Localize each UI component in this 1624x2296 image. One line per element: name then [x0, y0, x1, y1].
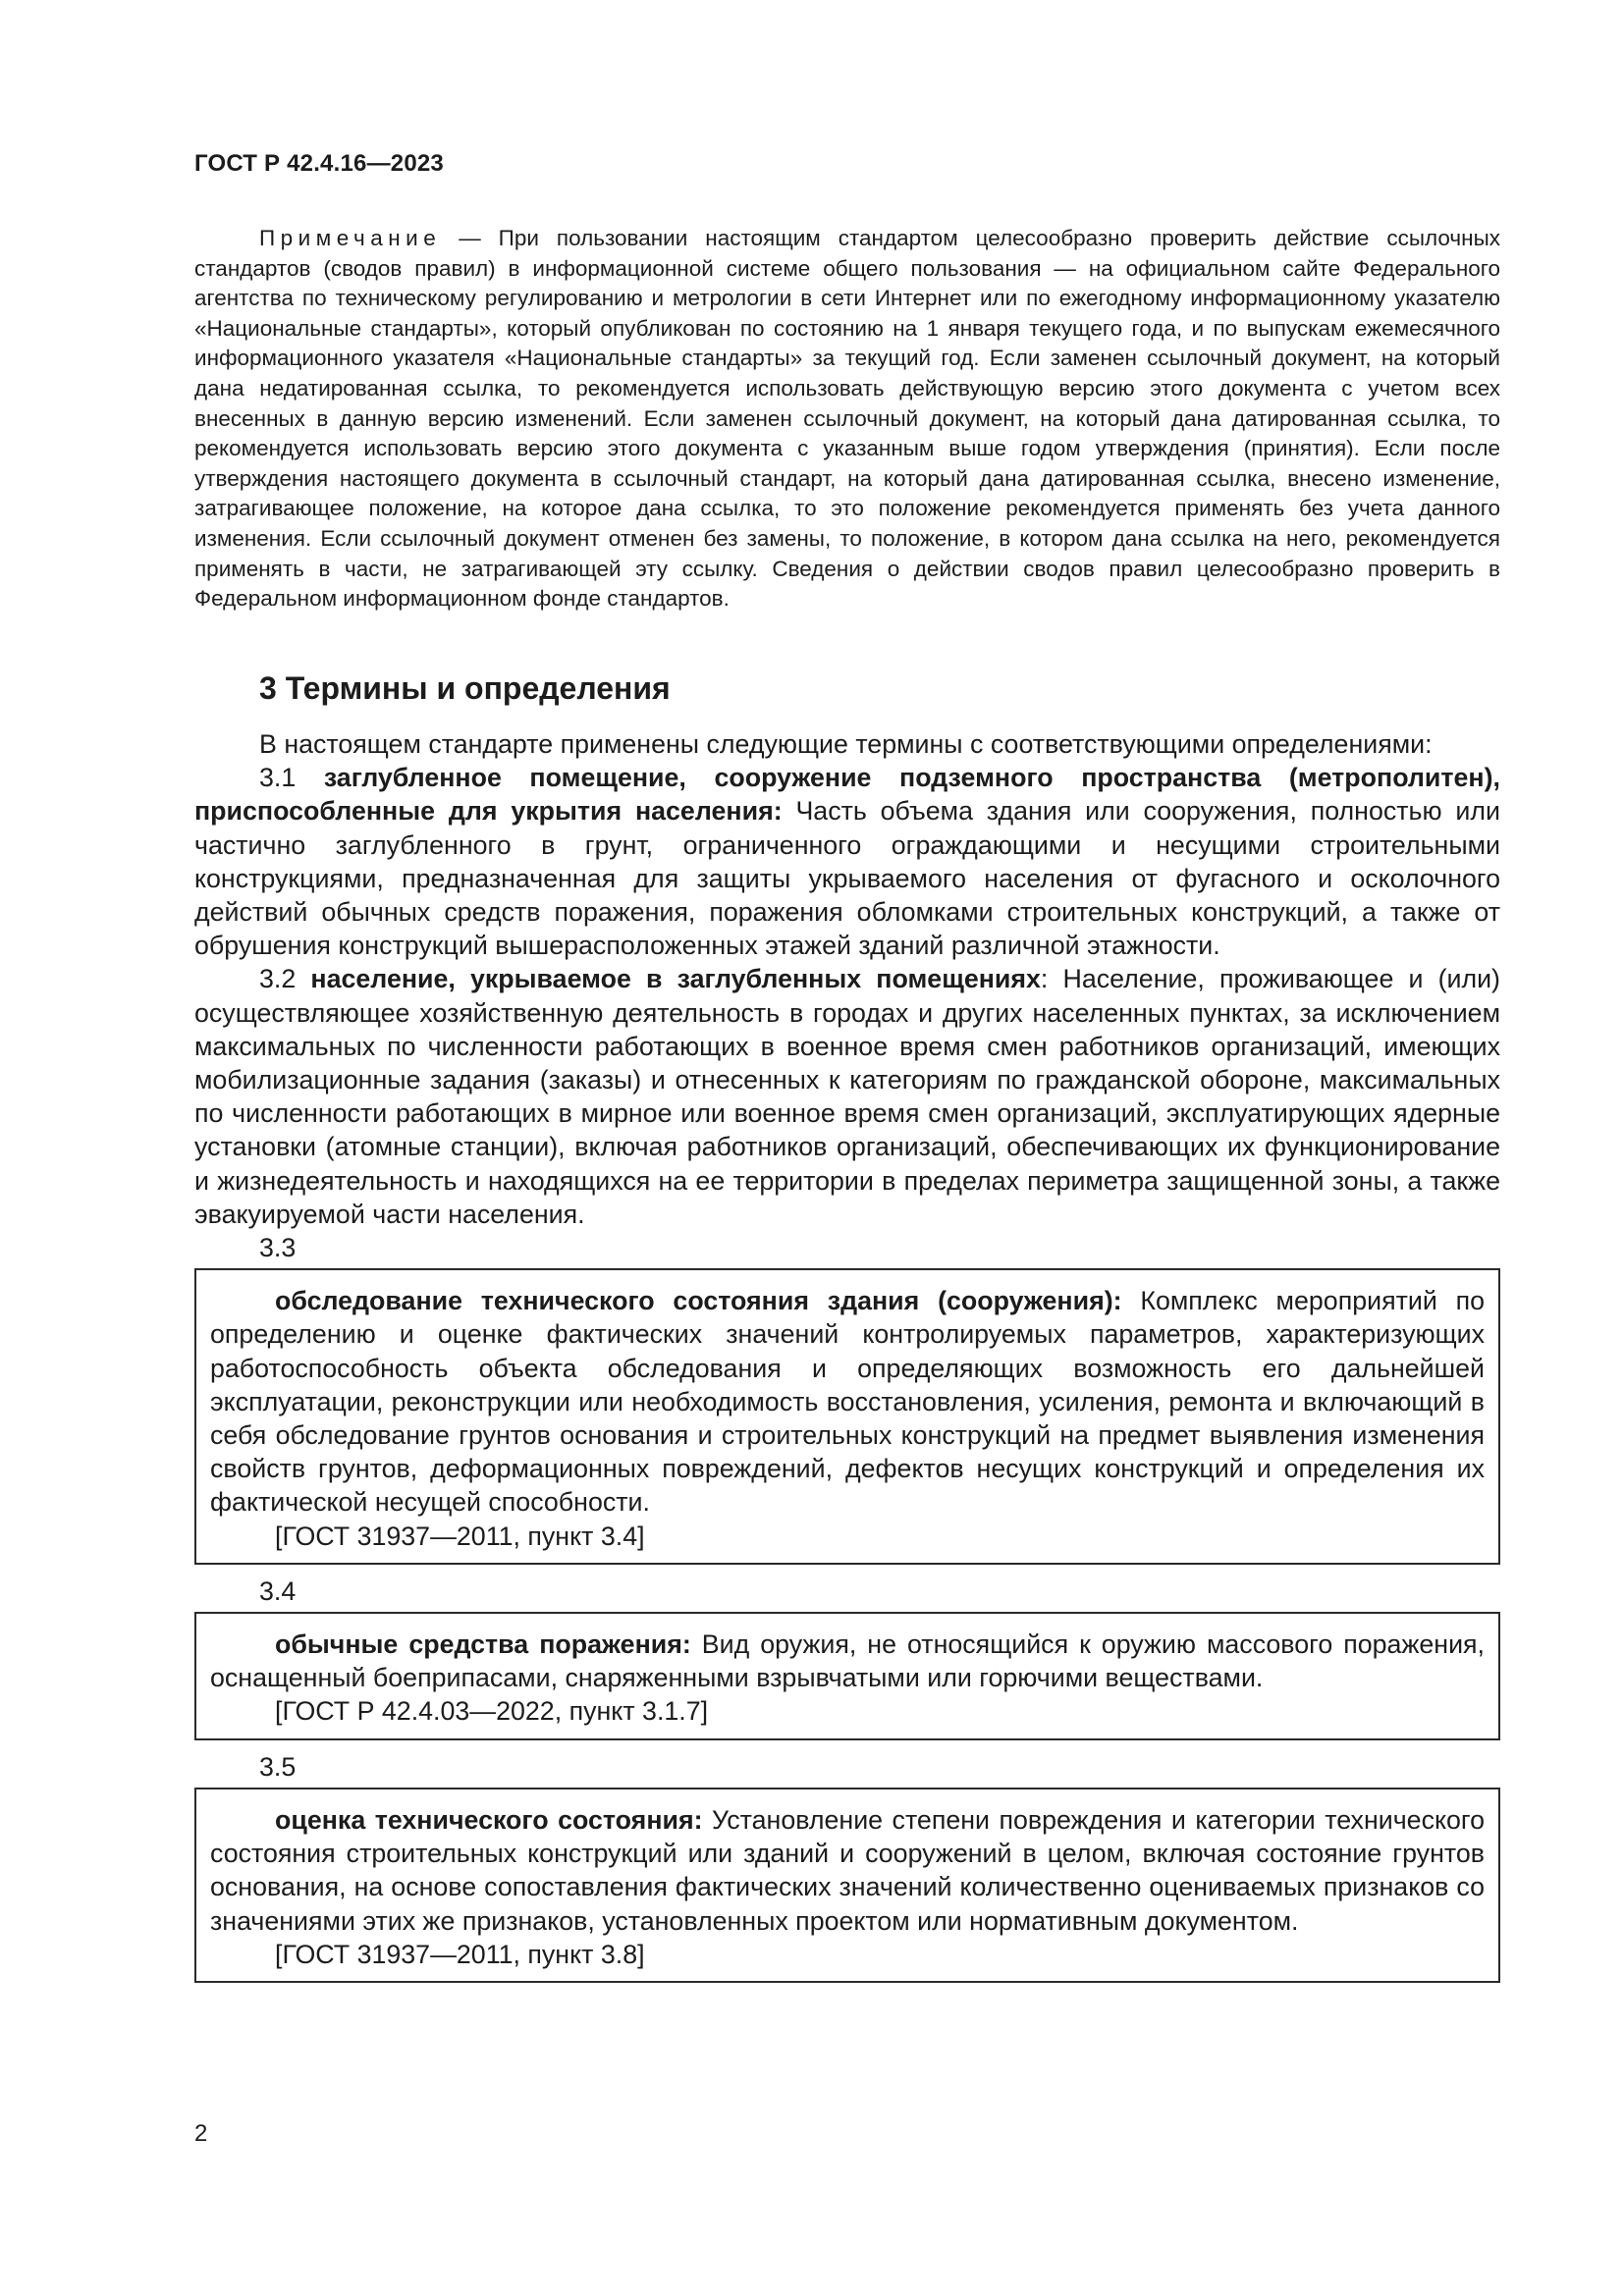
term-number: 3.4	[259, 1575, 297, 1606]
section-heading: 3 Термины и определения	[259, 670, 671, 706]
term-number: 3.2	[259, 964, 311, 994]
term-definition: : Население, проживающее и (или) осуществляющее хозяйственную деятельность в городах и других населенных пунктах, за исключением максимальных по численности работающих в военное время смен работников организаций, имеющих мобилизационные задания (заказы) и отнесенных к категориям по гражданской обороне, максимальных по численности работающих в мирное или военное время смен организаций, эксплуатирующих ядерные установки (атомные станции), включая работников организаций, обеспечивающих их функционирование и жизнедеятельность и находящихся на ее территории в пределах периметра защищенной зоны, а также эвакуируемой части населения.	[194, 964, 1500, 1229]
term-definition: Вид оружия, не относящийся к оружию массового поражения, оснащенный боеприпасами, снаряженными взрывчатыми или горючими веществами.	[210, 1629, 1485, 1693]
note-label: Примечание	[259, 226, 442, 250]
term-box-3-5	[194, 1788, 1500, 1983]
term-3-3	[210, 1284, 1485, 1519]
reference-note	[194, 224, 1500, 614]
term-3-1	[194, 761, 1500, 962]
term-definition: Установление степени повреждения и категории технического состояния строительных конструкций или зданий и сооружений в целом, включая состояние грунтов основания, на основе сопоставления фактических значений количественно оцениваемых признаков со значениями этих же признаков, установленных проектом или нормативным документом.	[210, 1804, 1485, 1936]
note-paragraph	[194, 224, 1500, 614]
term-source: [ГОСТ 31937—2011, пункт 3.4]	[275, 1521, 645, 1551]
term-box-3-3	[194, 1268, 1500, 1565]
term-definition: Часть объема здания или сооружения, полностью или частично заглубленного в грунт, ограниченного ограждающими и несущими строительными конструкциями, предназначенная для защиты укрываемого населения от фугасного и осколочного действий обычных средств поражения, поражения обломками строительных конструкций, а также от обрушения конструкций вышерасположенных этажей зданий различной этажности.	[194, 796, 1500, 961]
term-name: заглубленное помещение, сооружение подземного пространства (метрополитен), приспособленные для укрытия населения:	[194, 763, 1500, 827]
document-id-header: ГОСТ Р 42.4.16—2023	[194, 150, 444, 177]
term-name: обследование технического состояния здания (сооружения):	[275, 1286, 1122, 1316]
term-3-2	[194, 962, 1500, 1231]
term-name: оценка технического состояния:	[275, 1804, 703, 1835]
term-source: [ГОСТ Р 42.4.03—2022, пункт 3.1.7]	[275, 1696, 709, 1727]
term-definition: Комплекс мероприятий по определению и оценке фактических значений контролируемых параметров, характеризующих работоспособность объекта обследования и определяющих возможность его дальнейшей эксплуатации, реконструкции или необходимость восстановления, усиления, ремонта и включающий в себя обследование грунтов основания и строительных конструкций на предмет выявления изменения свойств грунтов, деформационных повреждений, дефектов несущих конструкций и определения их фактической несущей способности.	[210, 1286, 1485, 1518]
term-number: 3.1	[259, 763, 324, 793]
term-3-4	[210, 1628, 1485, 1694]
note-text: — При пользовании настоящим стандартом целесообразно проверить действие ссылочных стандартов (сводов правил) в информационной системе общего пользования — на официальном сайте Федерального агентства по техническому регулированию и метрологии в сети Интернет или по ежегодному информационному указателю «Национальные стандарты», который опубликован по состоянию на 1 января текущего года, и по выпускам ежемесячного информационного указателя «Национальные стандарты» за текущий год. Если заменен ссылочный документ, на который дана недатированная ссылка, то рекомендуется использовать действующую версию этого документа с учетом всех внесенных в данную версию изменений. Если заменен ссылочный документ, на который дана датированная ссылка, то рекомендуется использовать версию этого документа с указанным выше годом утверждения (принятия). Если после утверждения настоящего документа в ссылочный стандарт, на который дана датированная ссылка, внесено изменение, затрагивающее положение, на которое дана ссылка, то это положение рекомендуется применять без учета данного изменения. Если ссылочный документ отменен без замены, то положение, в котором дана ссылка на него, рекомендуется применять в части, не затрагивающей эту ссылку. Сведения о действии сводов правил целесообразно проверить в Федеральном информационном фонде стандартов.	[194, 226, 1500, 612]
term-source: [ГОСТ 31937—2011, пункт 3.8]	[275, 1939, 645, 1969]
section-intro: В настоящем стандарте применены следующие термины с соответствующими определениями:	[259, 729, 1433, 759]
term-number: 3.5	[259, 1751, 297, 1782]
term-box-3-4	[194, 1612, 1500, 1740]
term-number: 3.3	[259, 1233, 297, 1263]
term-name: население, укрываемое в заглубленных помещениях	[310, 964, 1041, 994]
page-number: 2	[194, 2120, 208, 2147]
terms-body	[194, 727, 1500, 1983]
term-name: обычные средства поражения:	[275, 1629, 691, 1660]
term-3-5	[210, 1803, 1485, 1938]
